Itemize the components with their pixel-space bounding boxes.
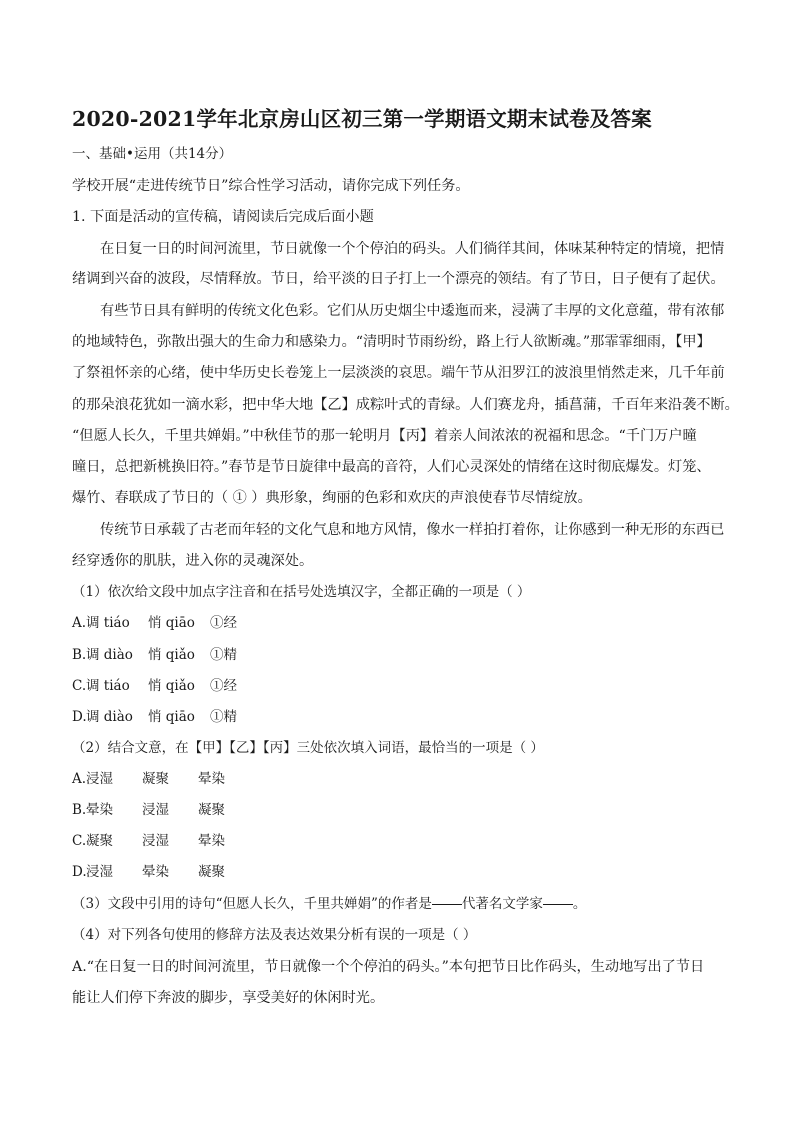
option-item: 悄 qiǎo [148, 678, 195, 694]
option-row [72, 831, 225, 851]
question-1-heading: 1. 下面是活动的宣传稿，请阅读后完成后面小题 [72, 209, 374, 225]
intro-text: 学校开展“走进传统节日”综合性学习活动，请你完成下列任务。 [72, 178, 470, 194]
sub-question-3-text: 。 [572, 896, 587, 912]
passage-line: 了祭祖怀亲的心绪，使中华历史长卷笼上一层淡淡的哀思。端午节从汨罗江的波浪里悄然走来，几千年前 [72, 365, 725, 381]
option-item: 凝聚 [198, 864, 225, 880]
passage-line: 传统节日承载了古老而年轻的文化气息和地方风情，像水一样拍打着你，让你感到一种无形的东西已 [100, 522, 725, 538]
option-label: A. [72, 771, 87, 787]
option-a-text: A.“在日复一日的时间河流里，节日就像一个个停泊的码头。”本句把节日比作码头，生动地写出了节日 [72, 959, 705, 975]
option-item: 调 diào [86, 709, 133, 725]
option-item: ①精 [210, 709, 237, 725]
sub-question-2: （2）结合文意，在【甲】【乙】【丙】三处依次填入词语，最恰当的一项是（ ） [72, 740, 544, 756]
passage-line: “但愿人长久，千里共婵娟。”中秋佳节的那一轮明月【丙】着亲人间浓浓的祝福和思念。“千门万户曈 [72, 428, 697, 444]
passage-line: 有些节日具有鲜明的传统文化色彩。它们从历史烟尘中逶迤而来，浸满了丰厚的文化意蕴，带有浓郁 [100, 303, 725, 319]
option-item: 凝聚 [142, 771, 169, 787]
answer-blank[interactable] [543, 903, 573, 905]
sub-question-4: （4）对下列各句使用的修辞方法及表达效果分析有误的一项是（ ） [72, 927, 477, 943]
option-item: 晕染 [142, 864, 169, 880]
option-item: 浸湿 [142, 802, 169, 818]
option-label: B. [72, 647, 87, 663]
option-item: 调 tiáo [86, 678, 130, 694]
passage-line: 曈日，总把新桃换旧符。”春节是节日旋律中最高的音符，人们心灵深处的情绪在这时彻底爆发。灯笼、 [72, 459, 711, 475]
option-label: D. [72, 709, 87, 725]
option-row [72, 862, 225, 882]
option-label: A. [72, 615, 87, 631]
option-item: 晕染 [198, 771, 225, 787]
passage-line: 爆竹、春联成了节日的（ ① ）典形象，绚丽的色彩和欢庆的声浪使春节尽情绽放。 [72, 490, 592, 506]
option-row [72, 707, 237, 727]
option-row [72, 613, 237, 633]
option-item: 浸湿 [142, 833, 169, 849]
option-item: 浸湿 [86, 864, 113, 880]
sub-question-3-text: （3）文段中引用的诗句“但愿人长久，千里共婵娟”的作者是 [72, 896, 432, 912]
passage-line: 在日复一日的时间河流里，节日就像一个个停泊的码头。人们徜徉其间，体味某种特定的情境，把情 [100, 241, 725, 257]
option-row [72, 676, 237, 696]
option-row [72, 769, 225, 789]
option-item: 调 diào [86, 647, 133, 663]
sub-question-3 [72, 894, 586, 914]
document-title: 2020-2021学年北京房山区初三第一学期语文期末试卷及答案 [72, 107, 652, 131]
option-label: C. [72, 833, 87, 849]
sub-question-1: （1）依次给文段中加点字注音和在括号处选填汉字，全都正确的一项是（ ） [72, 584, 531, 600]
option-item: 浸湿 [86, 771, 113, 787]
option-item: 晕染 [86, 802, 113, 818]
option-item: 调 tiáo [86, 615, 130, 631]
option-row [72, 645, 237, 665]
option-label: D. [72, 864, 87, 880]
passage-line: 的地域特色，弥散出强大的生命力和感染力。“清明时节雨纷纷，路上行人欲断魂。”那霏霏细雨，【甲】 [72, 334, 711, 350]
passage-line: 经穿透你的肌肤，进入你的灵魂深处。 [72, 553, 314, 569]
sub-question-3-text: 代著名文学家 [461, 896, 543, 912]
option-label: B. [72, 802, 87, 818]
option-label: C. [72, 678, 87, 694]
option-item: 悄 qiǎo [148, 647, 195, 663]
passage-line: 的那朵浪花犹如一滴水彩，把中华大地【乙】成粽叶式的青绿。人们赛龙舟，插菖蒲，千百年来沿袭不断。 [72, 397, 739, 413]
option-item: ①经 [210, 615, 237, 631]
option-item: 凝聚 [198, 802, 225, 818]
option-item: 悄 qiāo [148, 709, 195, 725]
option-item: 悄 qiāo [148, 615, 195, 631]
section-heading: 一、基础•运用（共14分） [72, 146, 233, 162]
option-row [72, 800, 225, 820]
answer-blank[interactable] [432, 903, 462, 905]
option-a-text: 能让人们停下奔波的脚步，享受美好的休闲时光。 [72, 990, 385, 1006]
option-item: ①经 [210, 678, 237, 694]
option-item: ①精 [210, 647, 237, 663]
option-item: 凝聚 [86, 833, 113, 849]
passage-line: 绪调到兴奋的波段，尽情释放。节日，给平淡的日子打上一个漂亮的领结。有了节日，日子便有了起伏。 [72, 271, 725, 287]
option-item: 晕染 [198, 833, 225, 849]
